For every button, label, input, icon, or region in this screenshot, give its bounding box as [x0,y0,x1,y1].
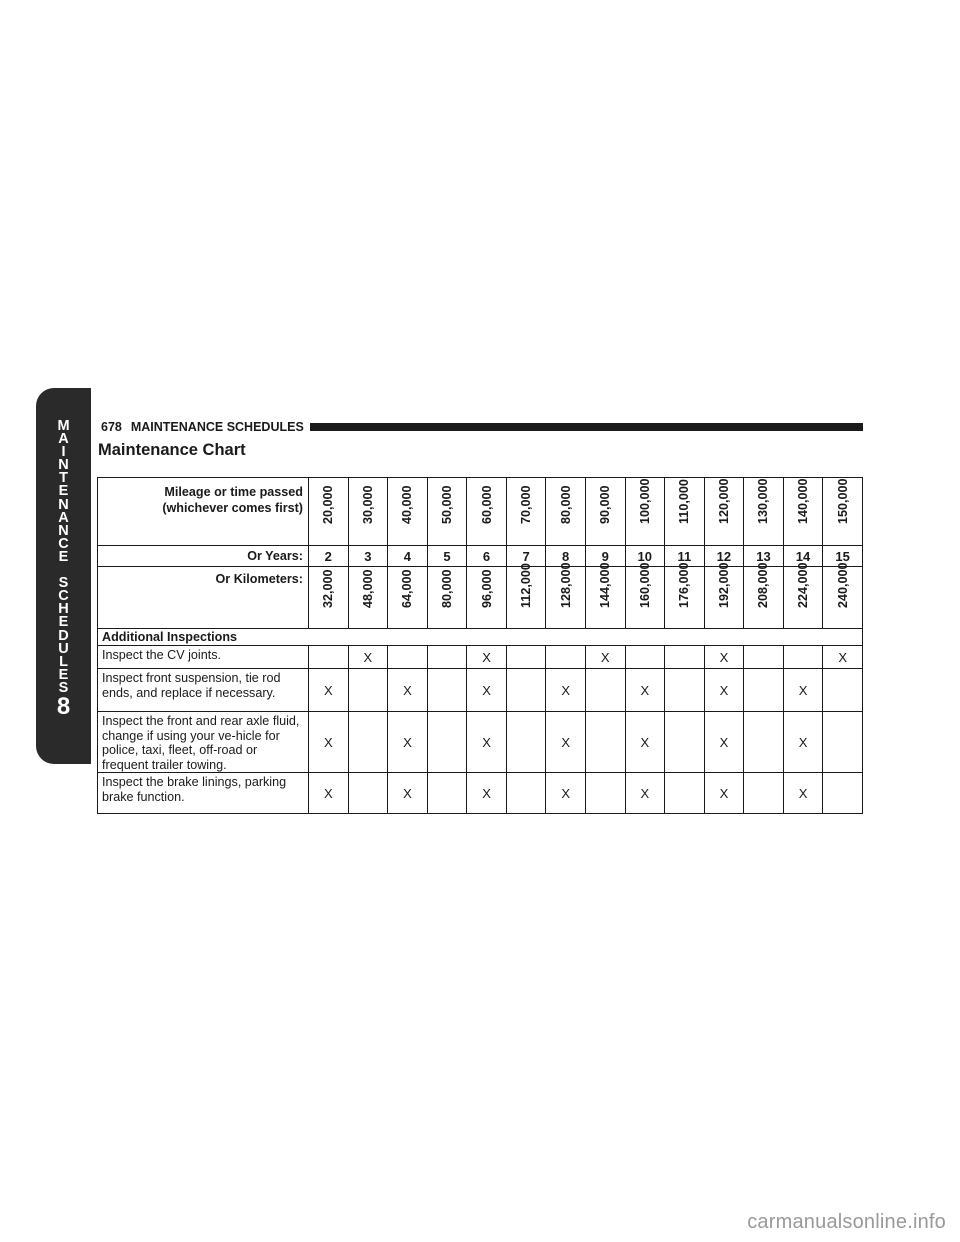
kilometers-value: 32,000 [321,569,336,608]
mileage-value: 20,000 [321,485,336,524]
year-value: 8 [546,546,586,567]
schedule-mark [665,712,705,773]
mileage-cell [427,478,467,546]
side-tab-letter: C [58,535,69,552]
side-tab-letter: L [59,653,68,670]
schedule-mark: X [704,712,744,773]
mileage-value: 90,000 [598,485,613,524]
mileage-cell [467,478,507,546]
kilometers-value: 240,000 [835,562,850,608]
schedule-mark: X [704,669,744,712]
kilometers-cell [704,562,744,629]
inspection-item-label: Inspect the brake linings, parking brake function. [98,773,309,814]
kilometers-value: 96,000 [479,569,494,608]
schedule-mark: X [309,712,349,773]
schedule-mark [506,773,546,814]
mileage-value: 70,000 [519,485,534,524]
year-value: 9 [585,546,625,567]
year-value: 13 [744,546,784,567]
kilometers-value: 112,000 [519,563,534,608]
schedule-mark [427,669,467,712]
schedule-mark [388,646,428,669]
kilometers-label: Or Kilometers: [98,567,309,629]
side-tab-letter: E [58,548,69,565]
mileage-cell [783,478,823,546]
side-tab-letter: C [58,588,69,605]
kilometers-value: 176,000 [677,562,692,608]
side-tab-letter: A [58,431,69,448]
inspection-item-label: Inspect front suspension, tie rod ends, and replace if necessary. [98,669,309,712]
schedule-mark [744,646,784,669]
schedule-mark: X [388,669,428,712]
mileage-label-line2: (whichever comes first) [162,501,303,515]
schedule-mark: X [309,773,349,814]
schedule-mark: X [546,712,586,773]
side-tab-letter: N [58,457,69,474]
kilometers-row [98,567,863,629]
schedule-mark [665,646,705,669]
kilometers-value: 80,000 [439,569,454,608]
mileage-value: 150,000 [835,478,850,524]
side-tab-letter: N [58,522,69,539]
schedule-mark: X [823,646,863,669]
year-value: 11 [665,546,705,567]
maintenance-chart-table [97,477,863,814]
mileage-label-line1: Mileage or time passed [164,485,303,499]
schedule-mark: X [388,712,428,773]
mileage-cell [546,478,586,546]
inspection-item-label: Inspect the front and rear axle fluid, change if using your ve-hicle for police, taxi, fleet, off-road or frequent trailer towing. [98,712,309,773]
schedule-mark: X [309,669,349,712]
kilometers-cell [348,567,388,629]
schedule-mark: X [783,773,823,814]
mileage-cell [348,478,388,546]
inspection-row [98,646,863,669]
mileage-cell [823,478,863,546]
schedule-mark: X [348,646,388,669]
kilometers-value: 192,000 [716,562,731,608]
schedule-mark [665,773,705,814]
mileage-cell [585,478,625,546]
schedule-mark: X [783,712,823,773]
kilometers-value: 224,000 [796,562,811,608]
kilometers-cell [744,562,784,629]
mileage-value: 40,000 [400,485,415,524]
kilometers-cell [585,562,625,629]
schedule-mark [823,712,863,773]
mileage-cell [309,478,349,546]
kilometers-cell [783,562,823,629]
side-tab-letter: I [61,444,66,461]
section-row [98,629,863,646]
inspection-row [98,712,863,773]
year-value: 15 [823,546,863,567]
schedule-mark [309,646,349,669]
schedule-mark: X [625,712,665,773]
kilometers-value: 160,000 [637,562,652,608]
mileage-value: 30,000 [360,485,375,524]
schedule-mark [427,712,467,773]
kilometers-cell [427,567,467,629]
mileage-value: 100,000 [637,478,652,524]
schedule-mark [585,712,625,773]
watermark: carmanualsonline.info [747,1211,946,1233]
schedule-mark [506,646,546,669]
mileage-value: 130,000 [756,478,771,524]
mileage-cell [704,478,744,546]
schedule-mark [506,669,546,712]
additional-inspections-heading: Additional Inspections [98,629,863,646]
side-tab-letter: E [58,483,69,500]
page-title: Maintenance Chart [98,441,246,459]
year-value: 4 [388,546,428,567]
inspection-row [98,669,863,712]
side-tab-letters [36,420,91,695]
schedule-mark [585,773,625,814]
year-value: 5 [427,546,467,567]
running-header [101,419,863,435]
section-number: 8 [56,693,71,720]
schedule-mark: X [467,773,507,814]
year-value: 7 [506,546,546,567]
schedule-mark: X [625,669,665,712]
side-tab-letter: S [58,679,69,696]
schedule-mark [744,773,784,814]
side-tab-letter: H [58,601,69,618]
year-value: 6 [467,546,507,567]
year-value: 3 [348,546,388,567]
schedule-mark [823,773,863,814]
mileage-cell [506,478,546,546]
side-tab-letter: A [58,509,69,526]
kilometers-value: 144,000 [598,562,613,608]
schedule-mark: X [585,646,625,669]
years-row [98,546,863,567]
kilometers-cell [665,562,705,629]
schedule-mark: X [546,773,586,814]
kilometers-cell [388,567,428,629]
kilometers-cell [309,567,349,629]
schedule-mark [348,712,388,773]
inspection-row [98,773,863,814]
years-label: Or Years: [98,546,309,567]
schedule-mark: X [467,646,507,669]
schedule-mark: X [625,773,665,814]
kilometers-value: 128,000 [558,562,573,608]
kilometers-value: 64,000 [400,569,415,608]
header-rule [310,423,863,431]
inspection-item-label: Inspect the CV joints. [98,646,309,669]
schedule-mark: X [783,669,823,712]
schedule-mark [427,773,467,814]
kilometers-cell [506,563,546,629]
mileage-value: 140,000 [796,478,811,524]
kilometers-value: 208,000 [756,562,771,608]
page-number: 678 [101,420,122,434]
mileage-header-row [98,478,863,546]
kilometers-cell [625,562,665,629]
side-tab-letter: M [57,418,70,434]
mileage-value: 110,000 [677,479,692,524]
schedule-mark [744,669,784,712]
side-tab-letter: T [59,470,68,487]
schedule-mark: X [467,712,507,773]
side-tab-letter: U [58,640,69,657]
schedule-mark [427,646,467,669]
mileage-cell [665,478,705,546]
kilometers-cell [467,567,507,629]
year-value: 14 [783,546,823,567]
schedule-mark [783,646,823,669]
side-tab-letter: E [58,614,69,631]
schedule-mark: X [467,669,507,712]
schedule-mark [348,669,388,712]
schedule-mark [744,712,784,773]
header-title: MAINTENANCE SCHEDULES [130,420,304,434]
year-value: 2 [309,546,349,567]
schedule-mark: X [704,646,744,669]
mileage-value: 60,000 [479,485,494,524]
schedule-mark: X [546,669,586,712]
schedule-mark [506,712,546,773]
mileage-value: 80,000 [558,485,573,524]
mileage-value: 50,000 [439,485,454,524]
schedule-mark [348,773,388,814]
mileage-cell [744,478,784,546]
kilometers-cell [823,562,863,629]
schedule-mark [625,646,665,669]
schedule-mark: X [704,773,744,814]
schedule-mark [665,669,705,712]
kilometers-value: 48,000 [360,569,375,608]
mileage-label [98,478,309,546]
side-tab-letter: S [58,575,69,592]
schedule-mark [585,669,625,712]
schedule-mark: X [388,773,428,814]
mileage-value: 120,000 [716,478,731,524]
side-tab-letter: N [58,496,69,513]
kilometers-cell [546,562,586,629]
section-side-tab [36,388,91,764]
schedule-mark [546,646,586,669]
side-tab-letter: E [58,666,69,683]
mileage-cell [625,478,665,546]
year-value: 10 [625,546,665,567]
side-tab-letter: D [58,627,69,644]
schedule-mark [823,669,863,712]
mileage-cell [388,478,428,546]
year-value: 12 [704,546,744,567]
